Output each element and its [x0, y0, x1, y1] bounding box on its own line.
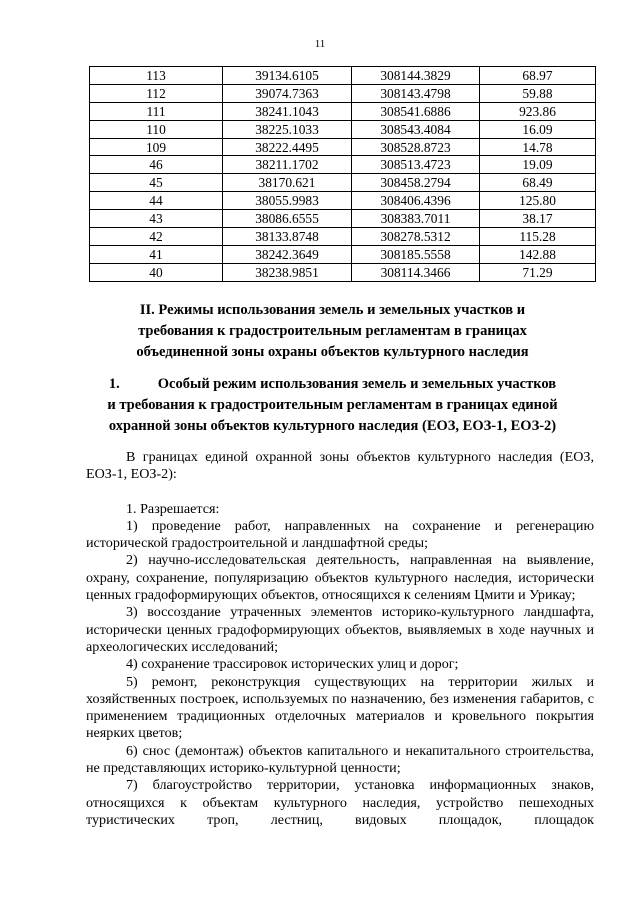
- table-cell: 68.49: [480, 174, 596, 192]
- table-cell: 44: [90, 192, 223, 210]
- table-cell: 68.97: [480, 67, 596, 85]
- table-cell: 59.88: [480, 84, 596, 102]
- table-cell: 308513.4723: [352, 156, 480, 174]
- table-row: [90, 138, 596, 156]
- heading-line: II. Режимы использования земель и земельных участков и: [139, 302, 526, 318]
- page-number: 11: [314, 38, 326, 50]
- list-item: 1) проведение работ, направленных на сохранение и регенерацию исторической градостроительной и ландшафтной среды;: [86, 517, 594, 552]
- body-text: [86, 449, 594, 829]
- table-cell: 46: [90, 156, 223, 174]
- table-cell: 42: [90, 228, 223, 246]
- heading-line: требования к градостроительным регламентам в границах: [138, 323, 527, 339]
- table-row: [90, 210, 596, 228]
- table-cell: 38242.3649: [223, 245, 352, 263]
- table-cell: 45: [90, 174, 223, 192]
- table-cell: 38133.8748: [223, 228, 352, 246]
- table-cell: 38211.1702: [223, 156, 352, 174]
- intro-paragraph: В границах единой охранной зоны объектов культурного наследия (ЕОЗ, ЕОЗ-1, ЕОЗ-2):: [86, 449, 594, 483]
- table-row: [90, 192, 596, 210]
- table-cell: 39134.6105: [223, 67, 352, 85]
- table-row: [90, 156, 596, 174]
- table-row: [90, 67, 596, 85]
- table-cell: 308458.2794: [352, 174, 480, 192]
- table-cell: 308144.3829: [352, 67, 480, 85]
- heading-line: охранной зоны объектов культурного наследия (ЕОЗ, ЕОЗ-1, ЕОЗ-2): [108, 418, 557, 434]
- heading-line: и требования к градостроительным регламентам в границах единой: [107, 397, 558, 413]
- table-row: [90, 228, 596, 246]
- table-cell: 38225.1033: [223, 120, 352, 138]
- table-cell: 923.86: [480, 102, 596, 120]
- table-cell: 38055.9983: [223, 192, 352, 210]
- table-cell: 38241.1043: [223, 102, 352, 120]
- table-cell: 308543.4084: [352, 120, 480, 138]
- table-cell: 125.80: [480, 192, 596, 210]
- table-cell: 71.29: [480, 263, 596, 281]
- table-cell: 40: [90, 263, 223, 281]
- list-item: 2) научно-исследовательская деятельность, направленная на выявление, охрану, сохранение, популяризацию объектов культурного наследия, исторически ценных градоформирующих объектов, относящихся к селениям Цмити и Урикау;: [86, 552, 594, 604]
- table-cell: 115.28: [480, 228, 596, 246]
- table-cell: 39074.7363: [223, 84, 352, 102]
- table-cell: 16.09: [480, 120, 596, 138]
- table-cell: 19.09: [480, 156, 596, 174]
- table-cell: 38170.621: [223, 174, 352, 192]
- table-row: [90, 245, 596, 263]
- list-item: 7) благоустройство территории, установка информационных знаков, относящихся к объектам культурного наследия, устройство пешеходных туристических троп, лестниц, видовых площадок, площадок: [86, 777, 594, 828]
- table-cell: 41: [90, 245, 223, 263]
- table-cell: 43: [90, 210, 223, 228]
- table-cell: 110: [90, 120, 223, 138]
- table-row: [90, 102, 596, 120]
- table-cell: 14.78: [480, 138, 596, 156]
- list-item: 4) сохранение трассировок исторических улиц и дорог;: [126, 656, 459, 673]
- table-cell: 109: [90, 138, 223, 156]
- heading-line: [80, 374, 585, 395]
- table-cell: 308383.7011: [352, 210, 480, 228]
- subsection-1-heading: [80, 374, 585, 437]
- table-cell: 113: [90, 67, 223, 85]
- table-cell: 38222.4495: [223, 138, 352, 156]
- table-cell: 38238.9851: [223, 263, 352, 281]
- subsection-number: 1.: [108, 376, 120, 392]
- table-row: [90, 120, 596, 138]
- heading-line: объединенной зоны охраны объектов культурного наследия: [136, 344, 529, 360]
- table-cell: 308278.5312: [352, 228, 480, 246]
- table-cell: 112: [90, 84, 223, 102]
- allowed-heading: 1. Разрешается:: [126, 500, 220, 517]
- table-cell: 111: [90, 102, 223, 120]
- table-cell: 308114.3466: [352, 263, 480, 281]
- heading-text: Особый режим использования земель и земельных участков: [157, 376, 557, 392]
- coordinates-table: [89, 66, 596, 282]
- list-item: 3) воссоздание утраченных элементов историко-культурного ландшафта, исторически ценных градоформирующих объектов, выявляемых в ходе научных и археологических исследований;: [86, 604, 594, 655]
- list-item: 5) ремонт, реконструкция существующих на территории жилых и хозяйственных построек, используемых по назначению, без изменения габаритов, с применением традиционных отделочных материалов и кровельного покрытия неярких цветов;: [86, 673, 594, 742]
- table-row: [90, 84, 596, 102]
- table-cell: 308406.4396: [352, 192, 480, 210]
- section-ii-heading: [80, 300, 585, 363]
- list-item: 6) снос (демонтаж) объектов капитального и некапитального строительства, не представляющих историко-культурной ценности;: [86, 742, 594, 777]
- table-cell: 142.88: [480, 245, 596, 263]
- table-row: [90, 263, 596, 281]
- table-cell: 38.17: [480, 210, 596, 228]
- table-cell: 308528.8723: [352, 138, 480, 156]
- table-cell: 308185.5558: [352, 245, 480, 263]
- table-cell: 308143.4798: [352, 84, 480, 102]
- table-row: [90, 174, 596, 192]
- table-cell: 308541.6886: [352, 102, 480, 120]
- table-cell: 38086.6555: [223, 210, 352, 228]
